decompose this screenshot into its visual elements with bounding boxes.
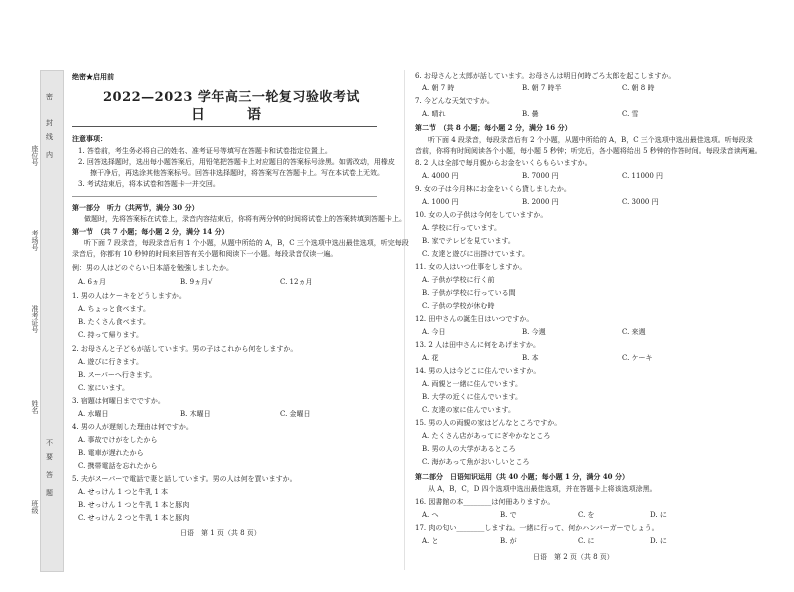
seal-strip-char: 封 xyxy=(46,119,53,127)
example-option-b: B. 9ヵ月√ xyxy=(180,278,213,286)
question-7: 7. 今どんな天気ですか。 xyxy=(415,97,494,105)
q1-option-c: C. 持って帰ります。 xyxy=(78,331,143,339)
q6-option-b: B. 朝 7 時半 xyxy=(522,84,562,92)
part1-desc: 做题时，先将答案标在试卷上，录音内容结束后，你将有两分钟的时间将试卷上的答案转填到答题卡上。 xyxy=(84,215,406,223)
q17-option-d: D. に xyxy=(650,537,667,545)
question-10: 10. 女の人の子供は今何をしていますか。 xyxy=(415,211,548,219)
question-16: 16. 図書館の本________は何冊ありますか。 xyxy=(415,498,555,506)
q12-option-a: A. 今日 xyxy=(422,328,446,336)
notice-item: 擦干净后，再选涂其他答案标号。回答非选择题时，将答案写在答题卡上。写在本试卷上无效。 xyxy=(90,169,384,177)
question-17: 17. 肉の匂い________しますね。一緒に行って、何かハンバーガーでしょう。 xyxy=(415,524,659,532)
q3-option-b: B. 木曜日 xyxy=(180,410,211,418)
notice-rule xyxy=(72,196,377,197)
question-15: 15. 男の人の両親の家はどんなところですか。 xyxy=(415,419,562,427)
notice-item: 3. 考试结束后，将本试卷和答题卡一并交回。 xyxy=(78,180,220,188)
section1-title: 第一节 （共 7 小题；每小题 2 分，满分 14 分） xyxy=(72,227,229,236)
q10-option-a: A. 学校に行っています。 xyxy=(422,224,501,232)
q11-option-b: B. 子供が学校に行っている間 xyxy=(422,289,516,297)
notice-title: 注意事项： xyxy=(72,134,107,143)
q15-option-b: B. 男の人の大学があるところ xyxy=(422,445,516,453)
q12-option-b: B. 今週 xyxy=(522,328,546,336)
q7-option-b: B. 曇 xyxy=(522,110,539,118)
q16-option-c: C. を xyxy=(578,511,595,519)
q5-option-c: C. せっけん 2 つと牛乳 1 本と豚肉 xyxy=(78,514,190,522)
notice-item: 2. 回答选择题时，选出每小题答案后，用铅笔把答题卡上对应题目的答案标号涂黑。如需改动，用橡皮 xyxy=(78,158,395,166)
q6-option-c: C. 朝 8 時 xyxy=(622,84,655,92)
q8-option-c: C. 11000 円 xyxy=(622,172,664,180)
q12-option-c: C. 来週 xyxy=(622,328,646,336)
q2-option-c: C. 家にいます。 xyxy=(78,384,129,392)
subject-title: 日 语 xyxy=(191,107,275,123)
name-label: 姓名 xyxy=(31,400,39,414)
seal-strip-char: 题 xyxy=(46,489,53,497)
q13-option-a: A. 花 xyxy=(422,354,439,362)
q9-option-a: A. 1000 円 xyxy=(422,198,459,206)
section2-title: 第二节 （共 8 小题；每小题 2 分，满分 16 分） xyxy=(415,123,572,132)
admission-ticket-label: 准考证号 xyxy=(31,305,39,333)
part2-title: 第二部分 日语知识运用（共 40 小题；每小题 1 分，满分 40 分） xyxy=(415,472,629,481)
seal-strip-char: 答 xyxy=(46,471,53,479)
q11-option-a: A. 子供が学校に行く前 xyxy=(422,276,495,284)
q5-option-b: B. せっけん 1 つと牛乳 1 本と豚肉 xyxy=(78,501,190,509)
q13-option-b: B. 本 xyxy=(522,354,539,362)
q16-option-d: D. に xyxy=(650,511,667,519)
seal-strip-char: 密 xyxy=(46,93,53,101)
question-13: 13. 2 人は田中さんに何をあげますか。 xyxy=(415,341,541,349)
q14-option-a: A. 両親と一緒に住んでいます。 xyxy=(422,380,522,388)
q3-option-c: C. 金曜日 xyxy=(280,410,311,418)
notice-item: 1. 答卷前，考生务必将自己的姓名、准考证号等填写在答题卡和试卷指定位置上。 xyxy=(78,147,332,155)
question-8: 8. 2 人は全部で毎月親からお金をいくらもらいますか。 xyxy=(415,159,592,167)
q8-option-b: B. 7000 円 xyxy=(522,172,559,180)
q5-option-a: A. せっけん 1 つと牛乳 1 本 xyxy=(78,488,169,496)
q7-option-c: C. 雪 xyxy=(622,110,639,118)
q17-option-c: C. に xyxy=(578,537,595,545)
q15-option-a: A. たくさん店があってにぎやかなところ xyxy=(422,432,551,440)
seal-strip-char: 不 xyxy=(46,439,53,447)
q17-option-b: B. が xyxy=(500,537,517,545)
page1-footer: 日语 第 1 页（共 8 页） xyxy=(180,529,261,537)
part2-desc: 从 A，B，C，D 四个选项中选出最佳选项，并在答题卡上将该选项涂黑。 xyxy=(428,485,657,493)
question-3: 3. 宿題は何曜日までですか。 xyxy=(72,397,165,405)
q9-option-c: C. 3000 円 xyxy=(622,198,659,206)
q15-option-c: C. 海があって魚がおいしいところ xyxy=(422,458,530,466)
q14-option-b: B. 大学の近くに住んでいます。 xyxy=(422,393,523,401)
seal-strip-char: 内 xyxy=(46,151,53,159)
q2-option-a: A. 遊びに行きます。 xyxy=(78,358,143,366)
q16-option-a: A. へ xyxy=(422,511,439,519)
section2-desc: 听下面 4 段录音，每段录音后有 2 个小题，从题中所给的 A，B，C 三个选项中选出最佳选项。听每段录 xyxy=(428,136,753,144)
q7-option-a: A. 晴れ xyxy=(422,110,446,118)
question-12: 12. 田中さんの誕生日はいつですか。 xyxy=(415,315,534,323)
secret-mark: 绝密★启用前 xyxy=(72,72,114,81)
q13-option-c: C. ケーキ xyxy=(622,354,653,362)
q1-option-b: B. たくさん食べます。 xyxy=(78,318,151,326)
q10-option-b: B. 家でテレビを見ています。 xyxy=(422,237,515,245)
page2-footer: 日语 第 2 页（共 8 页） xyxy=(533,553,614,561)
example-option-c: C. 12ヵ月 xyxy=(280,278,313,286)
section1-desc: 听下面 7 段录音，每段录音后有 1 个小题，从题中所给的 A，B，C 三个选项中选出最佳选项，听完每段 xyxy=(84,239,409,247)
question-6: 6. お母さんと太郎が話しています。お母さんは明日何時ごろ太郎を起こしますか。 xyxy=(415,72,676,80)
q9-option-b: B. 2000 円 xyxy=(522,198,559,206)
q14-option-c: C. 友達の家に住んでいます。 xyxy=(422,406,515,414)
q17-option-a: A. と xyxy=(422,537,439,545)
question-5: 5. 夫がスーパーで電話で妻と話しています。男の人は何を買いますか。 xyxy=(72,475,297,483)
q2-option-b: B. スーパーへ行きます。 xyxy=(78,371,157,379)
q1-option-a: A. ちょっと食べます。 xyxy=(78,305,150,313)
section2-desc: 音前，你将有时间阅读各个小题，每小题 5 秒钟；听完后，各小题将给出 5 秒钟的作答时间。每段录音读两遍。 xyxy=(415,147,762,155)
q6-option-a: A. 朝 7 時 xyxy=(422,84,455,92)
question-2: 2. お母さんと子どもが話しています。男の子はこれから何をしますか。 xyxy=(72,345,298,353)
question-11: 11. 女の人はいつ仕事をしますか。 xyxy=(415,263,527,271)
page-divider xyxy=(404,70,405,570)
q11-option-c: C. 子供の学校が休む時 xyxy=(422,302,495,310)
q4-option-c: C. 携帯電話を忘れたから xyxy=(78,462,158,470)
q4-option-b: B. 電車が遅れたから xyxy=(78,449,144,457)
example-question: 例：男の人はどのぐらい日本語を勉強しましたか。 xyxy=(72,264,233,272)
q3-option-a: A. 水曜日 xyxy=(78,410,109,418)
example-option-a: A. 6ヵ月 xyxy=(78,278,106,286)
seal-strip-char: 线 xyxy=(46,133,53,141)
question-14: 14. 男の人は今どこに住んでいますか。 xyxy=(415,367,541,375)
title-rule xyxy=(72,126,377,127)
question-1: 1. 男の人はケーキをどうしますか。 xyxy=(72,292,186,300)
q8-option-a: A. 4000 円 xyxy=(422,172,459,180)
class-label: 班级 xyxy=(31,500,39,514)
seal-strip-char: 要 xyxy=(46,453,53,461)
seat-number-label: 座位号 xyxy=(31,145,39,166)
part1-title: 第一部分 听力（共两节，满分 30 分） xyxy=(72,203,199,212)
question-4: 4. 男の人が遅刻した理由は何ですか。 xyxy=(72,423,193,431)
exam-title: 2022—2023 学年高三一轮复习验收考试 xyxy=(103,90,360,105)
exam-room-label: 考场号 xyxy=(31,230,39,251)
q4-option-a: A. 事故でけがをしたから xyxy=(78,436,158,444)
q16-option-b: B. で xyxy=(500,511,517,519)
section1-desc: 录音后，你都有 10 秒钟的时间来回答有关小题和阅读下一小题。每段录音仅读一遍。 xyxy=(72,250,338,258)
q10-option-c: C. 友達と遊びに出掛けています。 xyxy=(422,250,529,258)
question-9: 9. 女の子は今月林にお金をいくら貸しましたか。 xyxy=(415,185,571,193)
